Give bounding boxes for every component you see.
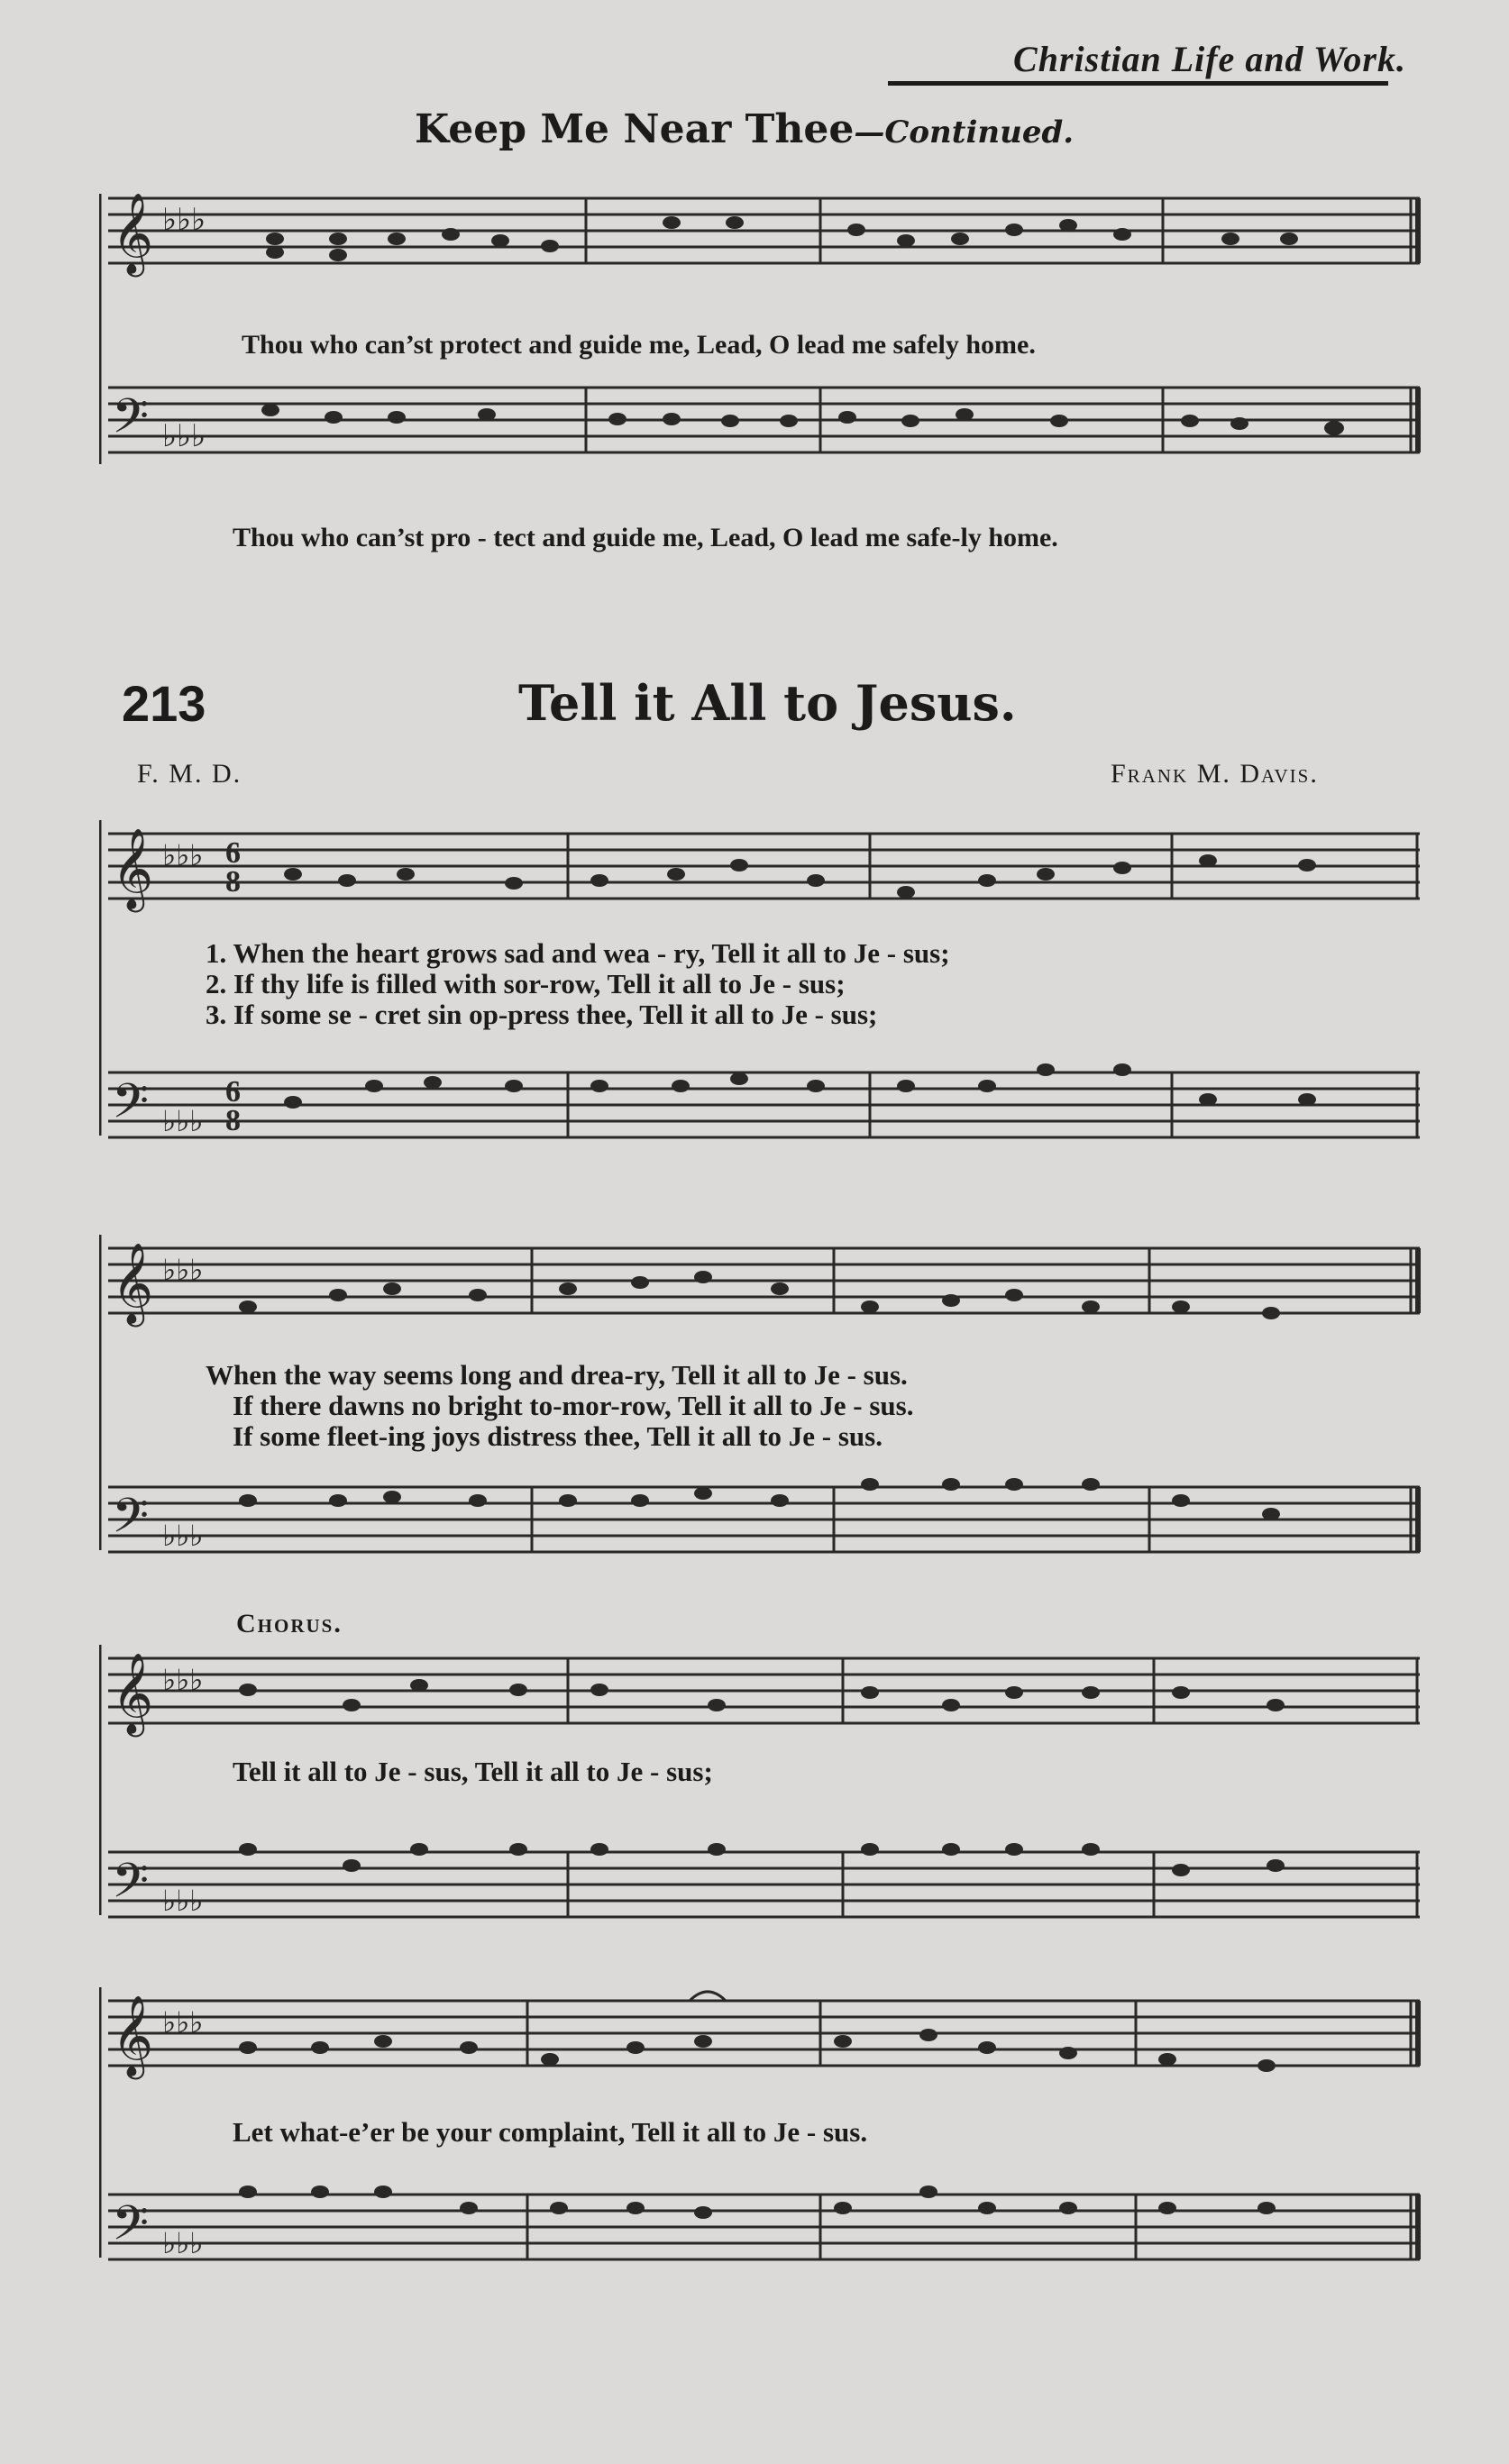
hymn-title: Tell it All to Jesus. [518, 674, 1017, 732]
continued-title [415, 106, 1074, 152]
continued-suffix: —Continued. [854, 114, 1075, 151]
svg-text:𝄞: 𝄞 [112, 194, 154, 272]
continued-title-text: Keep Me Near Thee [415, 106, 855, 152]
svg-text:6: 6 [225, 1075, 241, 1109]
svg-text:𝄢: 𝄢 [112, 1855, 150, 1919]
chorus-label: Chorus. [236, 1609, 343, 1638]
chorus-lyric: Tell it all to Je - sus, Tell it all to Je - sus; [233, 1756, 713, 1787]
verse-2-line-2: If there dawns no bright to-mor-row, Tell it all to Je - sus. [233, 1390, 914, 1421]
continued-treble-lyric: Thou who can’st protect and guide me, Lead, O lead me safely home. [242, 330, 1036, 360]
svg-text:♭♭♭: ♭♭♭ [162, 1664, 204, 1696]
svg-text:𝄢: 𝄢 [112, 2197, 150, 2261]
composer-credit: Frank M. Davis. [1111, 759, 1319, 789]
verse-2-line-1: 2. If thy life is filled with sor-row, Tell it all to Je - sus; [206, 968, 846, 999]
svg-text:𝄞: 𝄞 [112, 1654, 154, 1732]
running-head-rule [888, 81, 1388, 86]
verse-3-line-1: 3. If some se - cret sin op-press thee, Tell it all to Je - sus; [206, 999, 878, 1030]
verse-3-line-2: If some fleet-ing joys distress thee, Tell it all to Je - sus. [233, 1420, 883, 1452]
svg-text:𝄢: 𝄢 [112, 1490, 150, 1554]
hymn-number: 213 [122, 675, 206, 732]
continued-bass-lyric: Thou who can’st pro - tect and guide me, Lead, O lead me safe-ly home. [233, 523, 1058, 552]
svg-text:♭♭♭: ♭♭♭ [162, 1519, 204, 1552]
running-head: Christian Life and Work. [1013, 39, 1406, 79]
svg-text:♭♭♭: ♭♭♭ [162, 204, 206, 237]
svg-text:𝄞: 𝄞 [112, 1996, 154, 2075]
svg-text:𝄞: 𝄞 [112, 1244, 154, 1322]
svg-text:𝄢: 𝄢 [112, 1075, 150, 1139]
svg-text:♭♭♭: ♭♭♭ [162, 1105, 204, 1137]
svg-text:𝄢: 𝄢 [112, 390, 150, 454]
verse-1-line-2: When the way seems long and drea-ry, Tell it all to Je - sus. [206, 1359, 908, 1391]
author-initials: F. M. D. [137, 759, 242, 789]
verse-1-line-1: 1. When the heart grows sad and wea - ry, Tell it all to Je - sus; [206, 937, 950, 969]
svg-text:♭♭♭: ♭♭♭ [162, 839, 204, 872]
svg-text:6: 6 [225, 836, 241, 870]
svg-text:♭♭♭: ♭♭♭ [162, 1885, 204, 1917]
svg-text:8: 8 [225, 1104, 241, 1137]
svg-text:♭♭♭: ♭♭♭ [162, 2227, 204, 2259]
svg-text:♭♭♭: ♭♭♭ [162, 1254, 204, 1286]
svg-text:𝄞: 𝄞 [112, 829, 154, 908]
svg-text:♭♭♭: ♭♭♭ [162, 2006, 204, 2039]
final-lyric: Let what-e’er be your complaint, Tell it all to Je - sus. [233, 2116, 868, 2148]
svg-text:♭♭♭: ♭♭♭ [162, 420, 206, 453]
svg-text:8: 8 [225, 865, 241, 899]
